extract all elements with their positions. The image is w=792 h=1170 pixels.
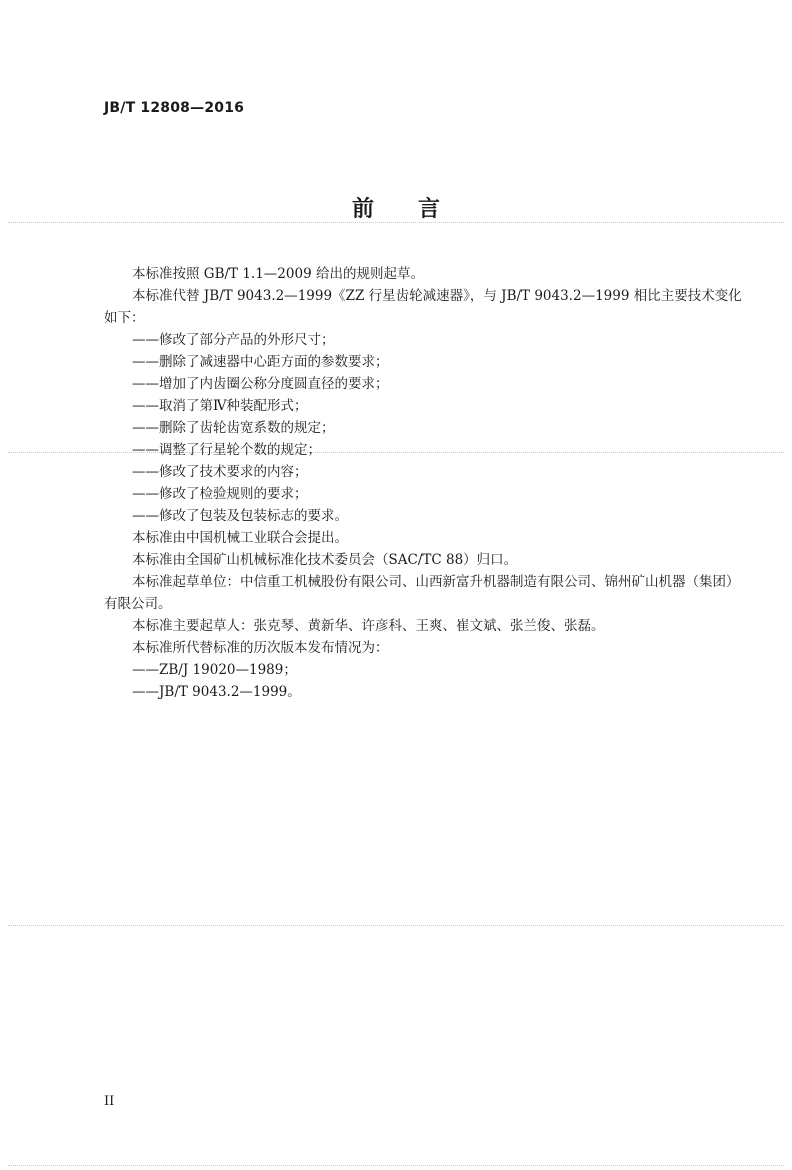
standard-number: JB/T 12808—2016 [104,100,245,116]
list-item: ——调整了行星轮个数的规定； [132,442,321,458]
list-item: ——修改了部分产品的外形尺寸； [132,332,335,348]
paragraph-drafting-rules: 本标准按照 GB/T 1.1—2009 给出的规则起草。 [132,266,424,282]
divider [8,1165,784,1166]
list-item: ——取消了第Ⅳ种装配形式； [132,398,308,414]
page-number: II [104,1094,115,1109]
paragraph-proposer: 本标准由中国机械工业联合会提出。 [132,530,348,546]
list-item: ——修改了包装及包装标志的要求。 [132,508,348,524]
paragraph-committee: 本标准由全国矿山机械标准化技术委员会（SAC/TC 88）归口。 [132,552,518,568]
paragraph-history-intro: 本标准所代替标准的历次版本发布情况为： [132,640,389,656]
paragraph-drafting-units: 本标准起草单位：中信重工机械股份有限公司、山西新富升机器制造有限公司、锦州矿山机器（集团）有限公司。 [104,574,740,612]
divider [8,222,784,223]
list-item: ——删除了齿轮齿宽系数的规定； [132,420,335,436]
list-item: ——修改了检验规则的要求； [132,486,308,502]
divider [8,925,784,926]
paragraph-drafters: 本标准主要起草人：张克琴、黄新华、许彦科、王爽、崔文斌、张兰俊、张磊。 [132,618,605,634]
list-item: ——修改了技术要求的内容； [132,464,308,480]
list-item: ——JB/T 9043.2—1999。 [132,684,301,700]
list-item: ——ZB/J 19020—1989； [132,662,297,678]
paragraph-replacement: 本标准代替 JB/T 9043.2—1999《ZZ 行星齿轮减速器》，与 JB/T 9043.2—1999 相比主要技术变化如下： [104,288,742,326]
page-title: 前言 [351,197,484,222]
list-item: ——增加了内齿圈公称分度圆直径的要求； [132,376,389,392]
foreword-body [104,263,752,703]
list-item: ——删除了减速器中心距方面的参数要求； [132,354,389,370]
